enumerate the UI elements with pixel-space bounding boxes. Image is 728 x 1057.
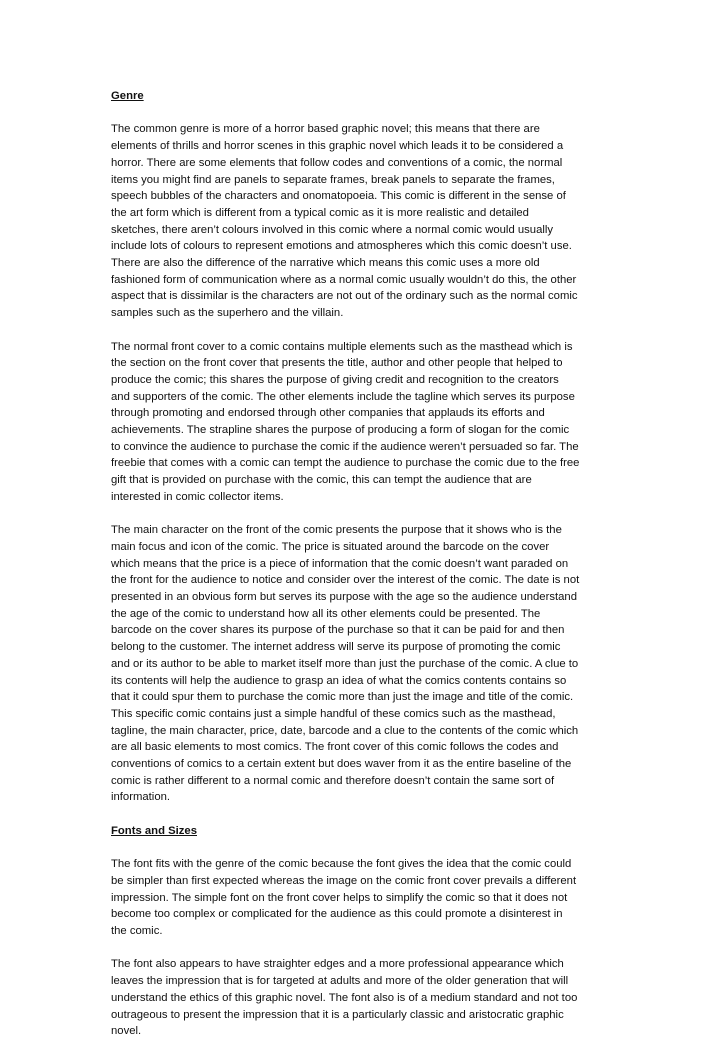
- text-line: novel.: [111, 1025, 142, 1038]
- text-line: The font also appears to have straighter edges and a more professional appearance which: [111, 958, 564, 971]
- text-line: achievements. The strapline shares the purpose of producing a form of slogan for the comic: [111, 424, 570, 437]
- text-line: presented in an obvious form but serves its purpose with the age so the audience understand: [111, 591, 577, 604]
- text-line: aspect that is dissimilar is the characters are not out of the ordinary such as the normal comic: [111, 290, 578, 303]
- text-line: freebie that comes with a comic can tempt the audience to purchase the comic due to the free: [111, 457, 580, 470]
- text-line: produce the comic; this shares the purpose of giving credit and recognition to the creators: [111, 373, 559, 386]
- text-line: sketches, there aren’t colours involved in this comic where a normal comic would usually: [111, 223, 554, 236]
- text-line: its contents will help the audience to grasp an idea of what the comics contents contains so: [111, 674, 567, 687]
- text-line: horror. There are some elements that follow codes and conventions of a comic, the normal: [111, 156, 563, 169]
- paragraph-front-cover-elements: [111, 339, 619, 506]
- text-line: interested in comic collector items.: [111, 490, 284, 503]
- section-heading-genre: Genre: [111, 90, 144, 102]
- text-line: the age of the comic to understand how all its other elements could be presented. The: [111, 607, 541, 620]
- text-line: elements of thrills and horror scenes in this graphic novel which leads it to be considered a: [111, 140, 564, 153]
- paragraph-font-appearance: [111, 956, 619, 1040]
- text-line: items you might find are panels to separate frames, break panels to separate the frames,: [111, 173, 555, 186]
- paragraph-font-genre: [111, 856, 619, 940]
- text-line: the comic.: [111, 925, 163, 938]
- text-line: become too complex or complicated for the audience as this could promote a disinterest in: [111, 908, 563, 921]
- paragraph-main-character: [111, 522, 619, 806]
- text-line: main focus and icon of the comic. The price is situated around the barcode on the cover: [111, 540, 550, 553]
- text-line: the art form which is different from a typical comic as it is more realistic and detailed: [111, 206, 529, 219]
- paragraph-genre-description: [111, 121, 619, 321]
- text-line: The font fits with the genre of the comic because the font gives the idea that the comic could: [111, 858, 572, 871]
- text-line: There are also the difference of the narrative which means this comic uses a more old: [111, 257, 540, 270]
- text-line: speech bubbles of the characters and onomatopoeia. This comic is different in the sense of: [111, 190, 566, 203]
- text-line: be simpler than first expected whereas the image on the comic front cover prevails a different: [111, 874, 577, 887]
- text-line: are all basic elements to most comics. The front cover of this comic follows the codes and: [111, 741, 559, 754]
- text-line: gift that is provided on purchase with the comic, this can tempt the audience that are: [111, 474, 532, 487]
- text-line: through promoting and endorsed through other companies that applauds its efforts and: [111, 407, 545, 420]
- text-line: The normal front cover to a comic contains multiple elements such as the masthead which is: [111, 340, 573, 353]
- text-line: include lots of colours to represent emotions and atmospheres which this comic doesn’t use.: [111, 240, 572, 253]
- text-line: outrageous to present the impression that it is a particularly classic and aristocratic graphic: [111, 1008, 564, 1021]
- text-line: The common genre is more of a horror based graphic novel; this means that there are: [111, 123, 540, 136]
- text-line: understand the ethics of this graphic novel. The font also is of a medium standard and not too: [111, 991, 578, 1004]
- section-heading-fonts-and-sizes: Fonts and Sizes: [111, 824, 197, 837]
- text-line: The main character on the front of the comic presents the purpose that it shows who is the: [111, 524, 562, 537]
- text-line: barcode on the cover shares its purpose of the purchase so that it can be paid for and then: [111, 624, 565, 637]
- text-line: leaves the impression that is for targeted at adults and more of the older generation that will: [111, 975, 569, 988]
- text-line: impression. The simple font on the front cover helps to simplify the comic so that it does not: [111, 891, 568, 904]
- text-line: information.: [111, 791, 171, 804]
- text-line: samples such as the superhero and the villain.: [111, 307, 344, 320]
- text-line: belong to the customer. The internet address will serve its purpose of promoting the comic: [111, 641, 561, 654]
- text-line: This specific comic contains just a simple handful of these comics such as the masthead,: [111, 707, 556, 720]
- text-line: which means that the price is a piece of information that the comic doesn’t want paraded on: [111, 557, 569, 570]
- text-line: to convince the audience to purchase the comic if the audience weren’t persuaded so far. The: [111, 440, 579, 453]
- text-line: the front for the audience to notice and consider over the interest of the comic. The date is not: [111, 574, 580, 587]
- text-line: conventions of comics to a certain extent but does waver from it as the entire baseline of the: [111, 758, 572, 771]
- text-line: the section on the front cover that presents the title, author and other people that helped to: [111, 357, 563, 370]
- text-line: that it could spur them to purchase the comic more than just the image and title of the comic.: [111, 691, 574, 704]
- text-line: and supporters of the comic. The other elements include the tagline which serves its purpose: [111, 390, 575, 403]
- text-line: fashioned form of communication where as a normal comic usually wouldn’t do this, the other: [111, 273, 577, 286]
- text-line: and or its author to be able to market itself more than just the purchase of the comic. A clue to: [111, 657, 579, 670]
- text-line: comic is rather different to a normal comic and therefore doesn’t contain the same sort of: [111, 774, 555, 787]
- document-page: [111, 88, 619, 1057]
- text-line: tagline, the main character, price, date, barcode and a clue to the contents of the comic which: [111, 724, 579, 737]
